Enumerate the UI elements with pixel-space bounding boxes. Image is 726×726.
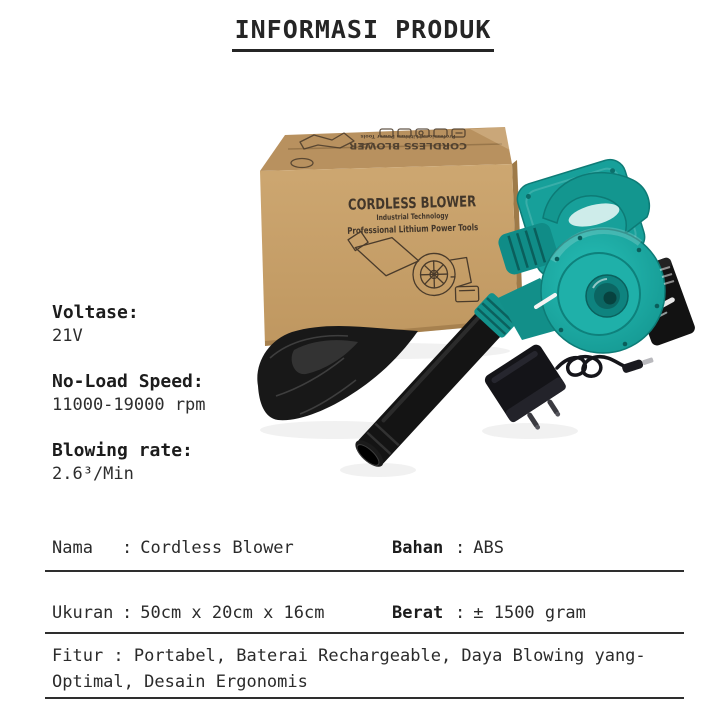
detail-name bbox=[52, 538, 294, 558]
box-brand: CORDLESS BLOWER bbox=[347, 191, 514, 214]
detail-label: Fitur bbox=[52, 646, 104, 666]
dc-plug bbox=[621, 355, 654, 373]
page-title: INFORMASI PRODUK bbox=[232, 15, 495, 52]
box-tagline: Professional Lithium Power Tools bbox=[347, 222, 516, 237]
detail-weight bbox=[392, 603, 586, 623]
detail-label: Ukuran bbox=[52, 603, 114, 623]
product-photo bbox=[240, 118, 726, 528]
detail-separator: : bbox=[122, 538, 133, 558]
spec-label: Voltase: bbox=[52, 302, 139, 323]
detail-value: ABS bbox=[473, 538, 504, 558]
spec-label: Blowing rate: bbox=[52, 440, 193, 461]
spec-value: 21V bbox=[52, 326, 83, 346]
detail-row-name-material bbox=[45, 532, 684, 572]
detail-label: Berat bbox=[392, 603, 444, 623]
blower bbox=[496, 156, 696, 353]
spec-label: No-Load Speed: bbox=[52, 371, 204, 392]
detail-value: Cordless Blower bbox=[140, 538, 294, 558]
box-top-brand: CORDLESS BLOWER bbox=[348, 140, 467, 150]
adapter-cord bbox=[557, 357, 624, 377]
detail-separator: : bbox=[455, 603, 466, 623]
detail-row-features bbox=[45, 642, 684, 699]
spec-no-load-speed bbox=[52, 370, 272, 418]
detail-features bbox=[52, 643, 656, 695]
detail-row-size-weight bbox=[45, 596, 684, 634]
detail-size bbox=[52, 603, 324, 623]
page-header bbox=[0, 15, 726, 52]
detail-separator: : bbox=[103, 646, 134, 666]
box-subtitle: Industrial Technology bbox=[376, 210, 468, 223]
spec-value: 2.6³/Min bbox=[52, 464, 134, 484]
detail-label: Bahan bbox=[392, 538, 444, 558]
detail-material bbox=[392, 538, 504, 558]
detail-separator: : bbox=[122, 603, 133, 623]
detail-value: Portabel, Baterai Rechargeable, Daya Blowing yang-Optimal, Desain Ergonomis bbox=[52, 646, 646, 692]
detail-value: ± 1500 gram bbox=[473, 603, 586, 623]
spec-blowing-rate bbox=[52, 439, 272, 487]
detail-separator: : bbox=[455, 538, 466, 558]
spec-value: 11000-19000 rpm bbox=[52, 395, 206, 415]
fan-hub bbox=[586, 275, 628, 317]
box-top-tagline: Professional Lithium Power Tools bbox=[371, 133, 456, 138]
detail-label: Nama bbox=[52, 538, 93, 558]
specs-section bbox=[52, 301, 272, 508]
detail-value: 50cm x 20cm x 16cm bbox=[140, 603, 325, 623]
spec-voltage bbox=[52, 301, 272, 349]
